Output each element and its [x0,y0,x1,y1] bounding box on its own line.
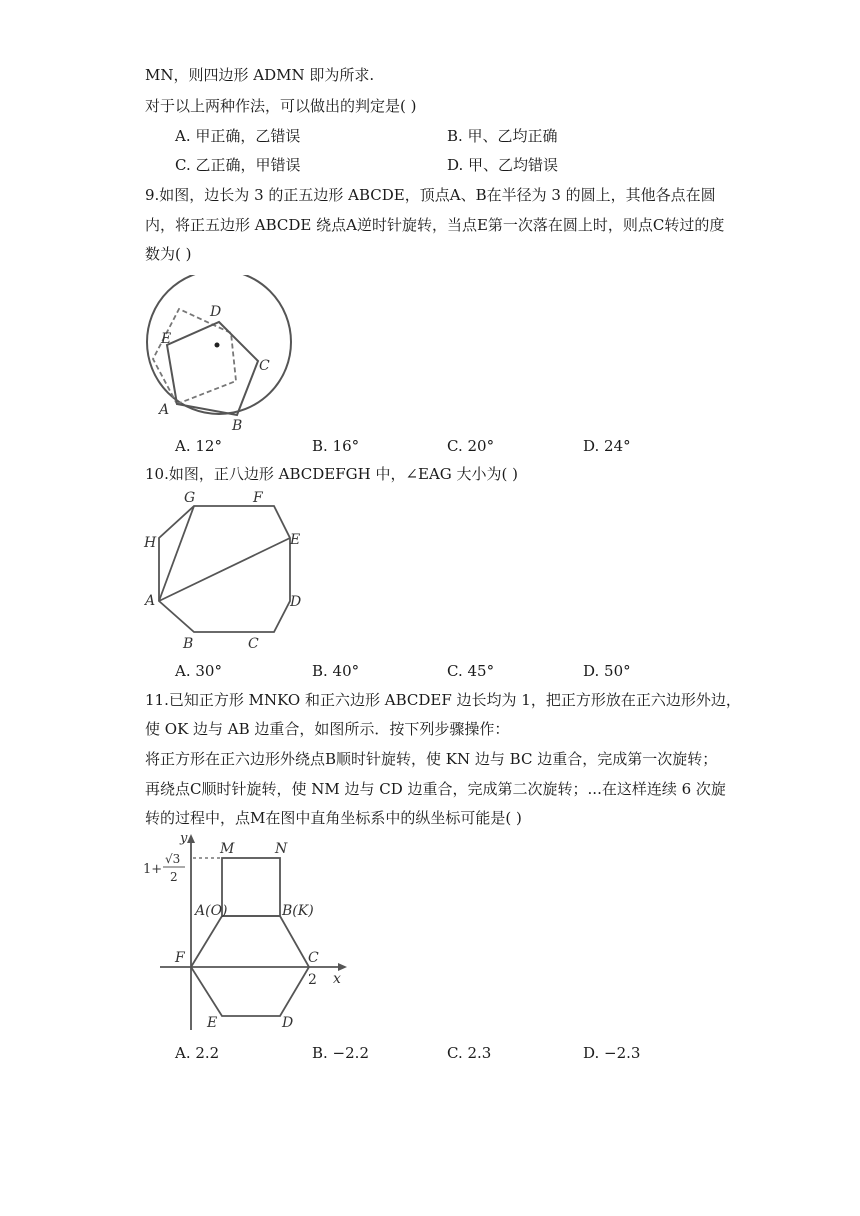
label-c: C [259,358,270,374]
option-d: D. −2.3 [583,1044,641,1062]
label-b: B [183,636,194,652]
tick-label: 2 [170,870,178,884]
option-b: B. 甲、乙均正确 [447,127,558,145]
option-b: B. 40° [312,662,360,680]
option-b: B. −2.2 [312,1044,369,1062]
option-a: A. 甲正确，乙错误 [175,127,301,145]
tick-label: √3 [165,852,181,866]
option-d: D. 24° [583,437,631,455]
label-b-k: B(K) [282,903,314,919]
option-c: C. 20° [447,437,495,455]
label-e: E [161,331,172,347]
tick-label: 1+ [143,862,163,877]
figure-10-octagon [140,488,310,658]
question-11-text: 使 OK 边与 AB 边重合，如图所示．按下列步骤操作： [145,720,510,738]
question-11-text: 将正方形在正六边形外绕点B顺时针旋转，使 KN 边与 BC 边重合，完成第一次旋转； [145,750,718,768]
label-d: D [282,1015,294,1031]
label-m: M [220,841,235,857]
question-9-text: 内，将正五边形 ABCDE 绕点A逆时针旋转，当点E第一次落在圆上时，则点C转过的度 [145,216,725,234]
figure-11-hexagon-square [140,830,360,1040]
label-e: E [207,1015,218,1031]
label-e: E [290,532,301,548]
option-d: D. 50° [583,662,631,680]
label-d: D [290,594,302,610]
question-11-text: 再绕点C顺时针旋转，使 NM 边与 CD 边重合，完成第二次旋转；...在这样连续 6 次旋 [145,780,726,798]
question-9-text: 数为( ) [145,245,192,263]
question-11-text: 11.已知正方形 MNKO 和正六边形 ABCDEF 边长均为 1，把正方形放在正六边形外边， [145,691,741,709]
axis-label-y: y [180,831,188,846]
axis-label-x: x [333,971,341,987]
option-d: D. 甲、乙均错误 [447,156,559,174]
option-c: C. 乙正确，甲错误 [175,156,301,174]
label-a-o: A(O) [195,903,228,919]
option-a: A. 2.2 [175,1044,220,1062]
option-b: B. 16° [312,437,360,455]
option-a: A. 12° [175,437,222,455]
text-line: 对于以上两种作法，可以做出的判定是( ) [145,97,417,115]
question-9-text: 9.如图，边长为 3 的正五边形 ABCDE，顶点A、B在半径为 3 的圆上，其他各点在圆 [145,186,716,204]
option-a: A. 30° [175,662,222,680]
label-a: A [159,402,170,418]
label-f: F [253,490,263,506]
label-h: H [144,535,157,551]
option-c: C. 2.3 [447,1044,492,1062]
question-10-text: 10.如图，正八边形 ABCDEFGH 中，∠EAG 大小为( ) [145,465,519,483]
option-c: C. 45° [447,662,495,680]
question-11-text: 转的过程中，点M在图中直角坐标系中的纵坐标可能是( ) [145,809,522,827]
label-n: N [275,841,288,857]
label-d: D [210,304,222,320]
label-f: F [175,950,185,966]
text-line: MN，则四边形 ADMN 即为所求. [145,66,375,84]
label-g: G [184,490,196,506]
label-a: A [145,593,156,609]
figure-9-pentagon-in-circle [140,275,300,435]
label-c: C [308,950,319,966]
tick-label-2: 2 [308,972,317,988]
label-c: C [248,636,259,652]
label-b: B [232,418,243,434]
